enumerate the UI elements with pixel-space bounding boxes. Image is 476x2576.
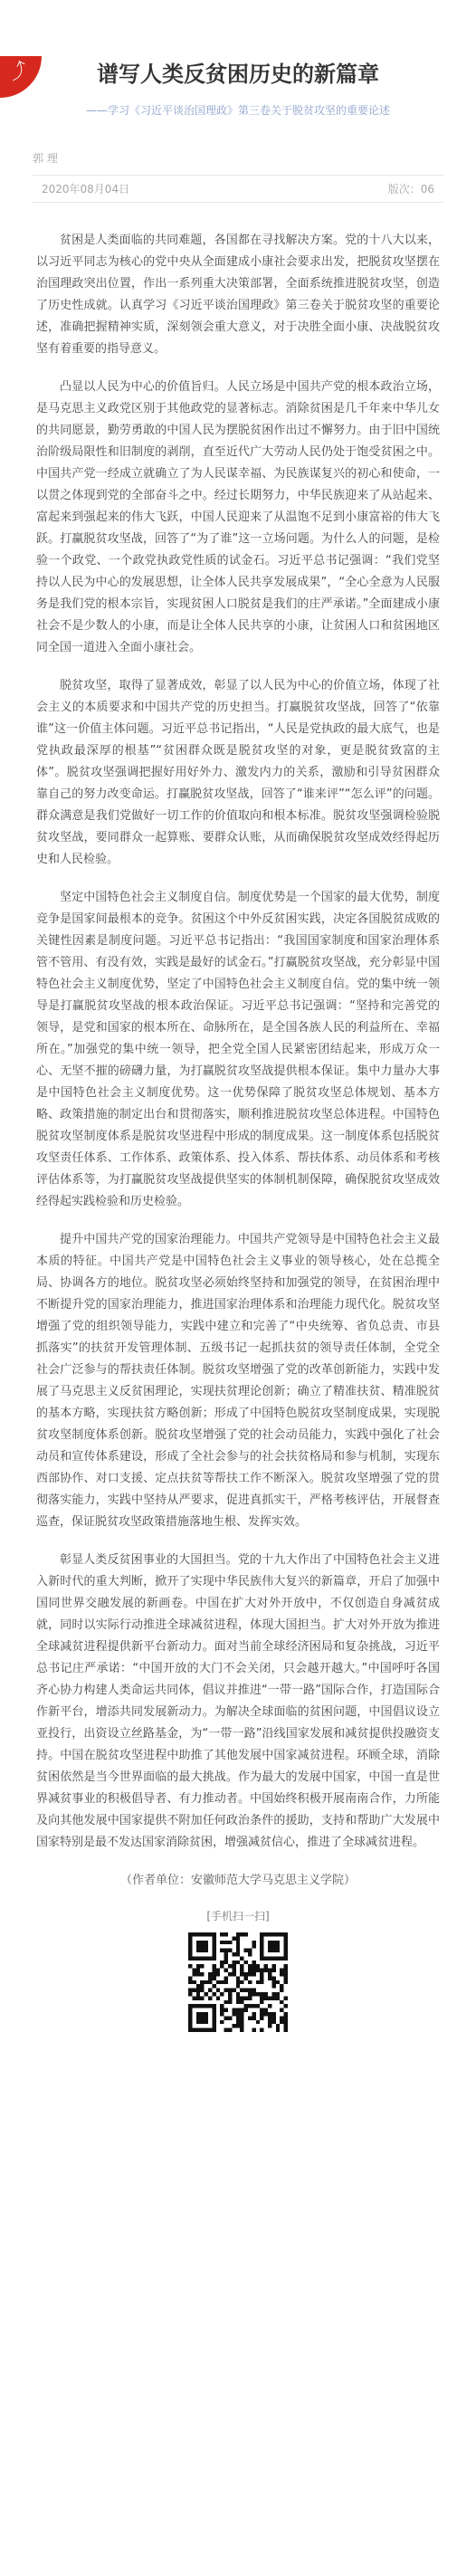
- article-paragraph: 提升中国共产党的国家治理能力。中国共产党领导是中国特色社会主义最本质的特征。中国共产党是中国特色社会主义事业的领导核心，处在总揽全局、协调各方的地位。脱贫攻坚必须始终坚持和加强党的领导，在贫困治理中不断提升党的国家治理能力，推进国家治理体系和治理能力现代化。脱贫攻坚增强了党的组织领导能力，实践中建立和完善了“中央统筹、省负总责、市县抓落实”的扶贫开发管理体制、五级书记一起抓扶贫的领导责任体制，全党全社会广泛参与的帮扶责任体制。脱贫攻坚增强了党的改革创新能力，实践中发展了马克思主义反贫困理论，实现扶贫理论创新；确立了精准扶贫、精准脱贫的基本方略，实现扶贫方略创新；形成了中国特色脱贫攻坚制度成果，实现脱贫攻坚制度体系创新。脱贫攻坚增强了党的社会动员能力，实践中强化了社会动员和宣传体系建设，形成了全社会参与的社会扶贫格局和参与机制，实现东西部协作、对口支援、定点扶贫等帮扶工作不断深入。脱贫攻坚增强了党的贯彻落实能力，实践中坚持从严要求，促进真抓实干，严格考核评估，开展督查巡查，保证脱贫攻坚政策措施落地生根、发挥实效。: [36, 1233, 440, 1529]
- author-affiliation: （作者单位：安徽师范大学马克思主义学院）: [119, 1874, 356, 1887]
- back-button[interactable]: [0, 56, 42, 98]
- article-paragraph: 凸显以人民为中心的价值旨归。人民立场是中国共产党的根本政治立场，是马克思主义政党区别于其他政党的显著标志。消除贫困是几千年来中华儿女的共同愿景，勤劳勇敢的中国人民为摆脱贫困作出过不懈努力。由于旧中国统治阶级局限性和旧制度的剥削，直至近代广大劳动人民仍处于饱受贫困之中。中国共产党一经成立就确立了为人民谋幸福、为民族谋复兴的初心和使命，一以贯之体现到党的全部奋斗之中。经过长期努力，中华民族迎来了从站起来、富起来到强起来的伟大飞跃，中国人民迎来了从温饱不足到小康富裕的伟大飞跃。打赢脱贫攻坚战，回答了“为了谁”这一立场问题。为什么人的问题，是检验一个政党、一个政党执政党性质的试金石。习近平总书记强调：“我们党坚持以人民为中心的发展思想，让全体人民共享发展成果”，“全心全意为人民服务是我们党的根本宗旨，实现贫困人口脱贫是我们的庄严承诺。”全面建成小康社会不是少数人的小康，而是让全体人民共享的小康，让贫困人口和贫困地区同全国一道进入全面小康社会。: [36, 380, 440, 654]
- article-body: [36, 230, 440, 1892]
- article-paragraph: 坚定中国特色社会主义制度自信。制度优势是一个国家的最大优势，制度竞争是国家间最根本的竞争。贫困这个中外反贫困实践，决定各国脱贫成败的关键性因素是制度问题。习近平总书记指出：“我国国家制度和国家治理体系管不管用、有没有效，实践是最好的试金石。”打赢脱贫攻坚战，充分彰显中国特色社会主义制度优势，坚定了中国特色社会主义制度自信。党的集中统一领导是打赢脱贫攻坚战的根本政治保证。习近平总书记强调：“坚持和完善党的领导，是党和国家的根本所在、命脉所在，是全国各族人民的利益所在、幸福所在。”加强党的集中统一领导，把全党全国人民紧密团结起来，形成万众一心、无坚不摧的磅礴力量，为打赢脱贫攻坚战提供根本保证。集中力量办大事是中国特色社会主义制度优势。这一优势保障了脱贫攻坚总体规划、基本方略、政策措施的制定出台和贯彻落实，顺利推进脱贫攻坚总体进程。中国特色脱贫攻坚制度体系是脱贫攻坚进程中形成的制度成果。这一制度体系包括脱贫攻坚责任体系、工作体系、政策体系、投入体系、帮扶体系、动员体系和考核评估体系等，为打赢脱贫攻坚战提供坚实的体制机制保障，确保脱贫攻坚成效经得起实践检验和历史检验。: [36, 891, 440, 1208]
- article-date: 2020年08月04日: [42, 183, 130, 196]
- article-paragraph: 脱贫攻坚，取得了显著成效，彰显了以人民为中心的价值立场，体现了社会主义的本质要求和中国共产党的历史担当。打赢脱贫攻坚战，回答了“依靠谁”这一价值主体问题。习近平总书记指出，“人民是党执政的最大底气，也是党执政最深厚的根基”“贫困群众既是脱贫攻坚的对象，更是脱贫致富的主体”。脱贫攻坚强调把握好用好外力、激发内力的关系，激励和引导贫困群众靠自己的努力改变命运。打赢脱贫攻坚战，回答了“谁来评”“怎么评”的问题。群众满意是我们党做好一切工作的价值取向和根本标准。脱贫攻坚强调检验脱贫攻坚战，要同群众一起算账、要群众认账，从而确保脱贫攻坚成效经得起历史和人民检验。: [36, 679, 440, 866]
- scan-label: [手机扫一扫]: [206, 1910, 270, 1922]
- article-subtitle: ——学习《习近平谈治国理政》第三卷关于脱贫攻坚的重要论述: [85, 104, 390, 117]
- back-arrow-icon: ⤴: [5, 57, 31, 84]
- article-meta: [33, 150, 443, 203]
- article-paragraph: 贫困是人类面临的共同难题，各国都在寻找解决方案。党的十八大以来，以习近平同志为核心的党中央从全面建成小康社会要求出发，把脱贫攻坚摆在治国理政突出位置，作出一系列重大决策部署，全面系统推进脱贫攻坚，创造了历史性成就。认真学习《习近平谈治国理政》第三卷关于脱贫攻坚的重要论述，准确把握精神实质，深刻领会重大意义，对于决胜全面小康、决战脱贫攻坚有着重要的指导意义。: [36, 234, 440, 356]
- article-paragraph: 彰显人类反贫困事业的大国担当。党的十九大作出了中国特色社会主义进入新时代的重大判断，掀开了实现中华民族伟大复兴的新篇章，开启了加强中国同世界交融发展的新画卷。中国在扩大对外开放中，不仅创造自身减贫成就，同时以实际行动推进全球减贫进程，体现大国担当。扩大对外开放为推进全球减贫进程提供新平台新动力。面对当前全球经济困局和复杂挑战，习近平总书记庄严承诺：“中国开放的大门不会关闭，只会越开越大。”中国呼吁各国齐心协力构建人类命运共同体，倡议并推进“一带一路”国际合作，打造国际合作新平台，增添共同发展新动力。为解决全球面临的贫困问题，中国倡议设立亚投行，出资设立丝路基金，为“一带一路”沿线国家发展和减贫提供投融资支持。中国在脱贫攻坚进程中助推了其他发展中国家减贫进程。环顾全球，消除贫困依然是当今世界面临的最大挑战。作为最大的发展中国家，中国一直是世界减贫事业的积极倡导者、有力推动者。中国始终积极开展南南合作，力所能及向其他发展中国家提供不附加任何政治条件的援助，支持和帮助广大发展中国家特别是最不发达国家消除贫困，增强减贫信心，推进了全球减贫进程。: [36, 1553, 440, 1849]
- qr-code-icon[interactable]: [188, 1932, 288, 2032]
- qr-code-wrap: [0, 1932, 476, 2032]
- article-page: 版次：06: [387, 183, 434, 196]
- article-author: 郭 理: [33, 152, 58, 165]
- article-title: 谱写人类反贫困历史的新篇章: [97, 62, 379, 87]
- article-meta-bar: [33, 175, 443, 203]
